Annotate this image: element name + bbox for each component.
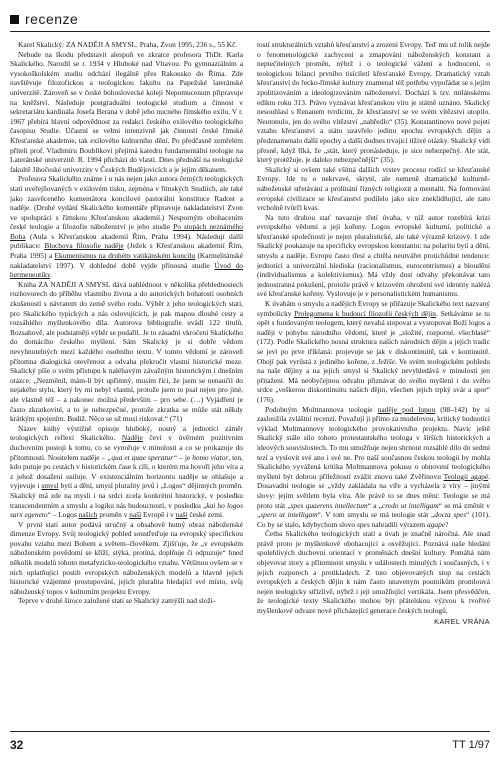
underlined-title: naděje pod lupou xyxy=(377,404,436,414)
text-run: Teprve v druhé šíroce založené stati se Skalický zamýšlí nad složi- xyxy=(18,596,216,606)
underlined-title: našich xyxy=(78,510,98,520)
italic-phrase: kai ho logos sarx egeneto xyxy=(10,500,243,520)
paragraph xyxy=(10,520,243,597)
text-run: (Ježek s Křesťanskou akademií Řím, Praha 1995) a xyxy=(10,241,243,261)
italic-phrase: spes quaerens intellectum xyxy=(290,500,368,510)
header-divider xyxy=(10,31,490,32)
author-signature: KAREL VRÁNA xyxy=(434,616,490,626)
page-header xyxy=(10,8,78,30)
underlined-title: Naděje xyxy=(121,433,143,443)
text-run: proměn v xyxy=(97,510,130,520)
text-run: V první stati autor podává stručný a obsahově hutný obraz náboženské dimenze Evropy. Svůj teologický pohled soustřeďuje na evropský specifickou povahu vztahu mezi Bohem a světem–člověkem. Zjišťuje, že „v evropském náboženském povědomí se kříží, stýká, protíná, doplňuje či odpuzuje“ hned několik modelů tohoto metafyzicko-teologického vztahu. Většinou ovšem se v nich uplatňující postih evropských náboženských modelů a hlavně jejich historické vzájemné prostupování, jejich pluralita hledající své místo, svůj náboženský topos v kulturním projektu Evropy. xyxy=(10,519,243,596)
text-run: . Setkáváme se tu opět s fundovaným teologem, který nevahá stopovat a vystopovat Boží logos a naději v pohybu národního vědomí, které je „složité, rozporné, všechlasé“ (172). Podle Skalického nosná struktura našich národních dějin a jejich tradic se jeví po prve tříklaná: projevuje se jak v diskontinuitě, tak v kontinuitě. Obojí pak vyrůstá z jediného kořene, z xyxy=(257,308,490,366)
paragraph xyxy=(10,596,243,606)
text-run: . Dosavadní teologie se „vždy zakládala na víře a vycházela z víry – jinými slovy: jejím světlem byla víra. Ale právě to se dnes mění: Teologie se má proto stát „ xyxy=(257,471,490,510)
paragraph xyxy=(257,165,490,213)
text-run: bytí a dění, smysl plurality jevů i „Logos“ dějinných proměn. Skalický má zde na mysli i na srdci zcela konkrétní historický, v posledku transcendentním a smyslu a logiku nás budoucnosti, v posledku „ xyxy=(10,481,243,510)
text-run: nahradili výrazem xyxy=(369,519,427,529)
text-run: Četba Skalického teologických statí a úvah je značně náročná. Ale snad právě proto je myšlenkově obohacující a osvěžující. Poznává naše hledání spolehlivých duchovní orientací v proměnách dnešní kultury. Pomáhá nám objevovat story a přítomnost smyslu v událostech minulých i současných, i v jejich rozporech a protikladech. Z tuto objevovaných stop na cestách evropských a českých dějin k nám často unavenym poutníkům promlouvá nejen teologicky střízlivě, nýbrž i jeji umožňující vertikála. Jsem přesvědčen, že teologické texty Skalického mohou být přátelskou výzvou k tvořivé myšlenkové odvaze nové přicházející generace českých teologů. xyxy=(257,529,490,616)
paragraph xyxy=(10,50,243,175)
article-body xyxy=(10,40,490,726)
text-run: “ (101). Co by se stalo, kdybychom slovo xyxy=(257,510,490,529)
paragraph xyxy=(10,174,243,280)
page-number: 32 xyxy=(10,738,24,752)
underlined-title: naší xyxy=(175,510,188,520)
text-run: “. V tom smyslu se má teologie stát „ xyxy=(317,510,435,520)
text-run: české zemi. xyxy=(187,510,224,520)
text-run: tostí strukturálních vztahů křesťanství a zrození Evropy. Teď mu už tolik nejde o fenomenologické zachycení a zmapování náboženských konstant a neptečitelných proměn, nýbrž i o teologické vážení a hodnocení, o teologickou bilanci prvního tisíciletí křesťanské Evropy. Dramatický vztah křesťanství do řecko-římské kultury znamenal též potřebu vypořádat se s jejím zpolitizováním a ideologizováním náboženství. Dochází k tzv. milánskému ediktu roku 313. Právo vyznávat křesťanskou víru je státně uznáno. Skalický nesouhlasí s Renanem tvrdícím, že křesťanství se ve svém vítězství utopilo. Neutonulo, jen do svého vítězství „nabředlo“ (35). Konstantinovo nové pojetí vztahu křesťanství a státu uzavřelo jedinu epochu evropských dějin a předznamenalo další epochy a další dodnes trvající tíživé otázky. Skalický vidí přesně, když říká, že „stát, který pronásleduje, je sice nebezpečný. Ale stát, který protěžuje, je daleko nebezpečnější“ (35). xyxy=(257,40,490,165)
underlined-title: Úvod do hermeneutiky xyxy=(10,260,243,280)
italic-phrase: spes xyxy=(356,519,370,529)
text-run: . xyxy=(50,270,53,280)
text-run: čeví v úvěrném pozitivním duchovním postoji k tomu, co se vynořuje v minulosti a co se prokazuje do přítomnosti. Nositelem naděje – xyxy=(10,433,243,462)
paragraph xyxy=(10,424,243,520)
text-run: Na tuto druhou stať navazuje třetí úvaha, v níž autor rozebírá krizi evropského vědomí a její kořeny. Logos evropské kulturní, politické a křesťanské společnosti je nejen pluralistické, ale také výrazně krizový. I zde Skalický poukazuje na specificky evropskou konstantu: na polaritu bytí a dění, smyslu a naděje. Evropu často třesí a chtěla neutvářet protichůdné tendence: jednotící a univerzální hlediska (racionalismus, eurocentrismus) a bloudění (individualismus a kolektivismus). Má vždy dost odvahy překonávat tato jednostranná pokušení, protože právě v krizovém ohrožení své identity nalézá své křesťanské kořeny. Vyslovuje je v personalistickém humanismu. xyxy=(257,212,490,299)
italic-phrase: „qua et quae speratur“ xyxy=(107,452,178,462)
paragraph xyxy=(257,40,490,165)
italic-phrase: Ježíše xyxy=(377,356,395,366)
section-title: recenze xyxy=(25,11,79,27)
italic-phrase: credo ut intelligam xyxy=(381,500,439,510)
text-run: Skalický si ovšem také všímá dalších vrstev procesu rodící se křesťanské Evropy. Jde tu o nekrvavé, skryté, ale nemeně dramatické kulturně-náboženské střetávání a prolínání řízných religiozit a mentalit. Na formování evropské civilizace se křesťanství podílelo jako síce zneklidňující, ale zato vrcholně tvůrčí kvas. xyxy=(257,164,490,213)
text-run: K úvahám o smyslu a nadějích Evropy se přiřazuje Skalického text nazvaný symbolicky xyxy=(257,299,490,318)
underlined-title: Teologii agapé xyxy=(443,471,489,481)
text-run: (98–142) by si zasloužila zvláštní recenzi. Považují ji přímo za modelovou, kritický hodnotící výklad Moltmannovy teologického provokativního projektu. Navíc ještě Skalický stále silo tohoto protestantského teologa v širších historických a ideových souvislostech. To mu umožňuje nejen shrnout rozsáhlé dílo do sedmi tezí a vyslovit své ano i své ne. Pro naší současnou českou teologii by mohla Skalického vyvážená kritika Moltmannova pokusu o obnovení teologického myšlení být dobrou příležitostí zvážit znovu také Zvěřinovu xyxy=(257,404,490,481)
text-run: Kniha ZA NADĚJI A SMYSL dává nahlédnout v několika přehlednostech rozhovorech do příběhu vlastního života a do autorických bohatosti osobních zkušeností s návratem do země svého rodu. Výběr z jeho teologických statí, pro Skalického typických a nás oslovujících, je pak mapou dlouhé cesty a rozsáhlého myšlenkového díla. Autorova bibliografie uvádí 122 titulů. Rozsahově, ale podstatněji výběr se podařil. Je to zásadní vkročení Skalického do domácího českého myšlení. Sám Skalický je si dobře vědom nevyhnutelných mezí každého osobního textu. V tomto vědomí je zároveň přítomna dialogická otevřenost a odvaha překročit vlastní historické meze. Skalický píše o svém přístupu k naléhavým závažným historickým i dnešním otázce: „Nezměnil, mám-li být upřímný, musím říci, že jsem se nenaučil do nejakého stylu, který by mi nebyl vlastní, protože jsem to psal nejen pro jiné, ale vlastně též – a nakonec možná především – pro sebe. (…) Vyjádření je často zkratkovité, a to je nebezpečné, protože zkratka se může stát někdy krátkým spojením. Budiž. Něco se už musí riskovat.“ (71) xyxy=(10,279,243,424)
paragraph xyxy=(257,529,490,615)
text-run: “ – Logos xyxy=(47,510,79,520)
text-run: Evropě i v xyxy=(141,510,176,520)
text-run: Název knihy výstižně opisuje hluboký, nosný a jednotící záměr teologických reflexí Skalického. xyxy=(10,423,243,443)
text-run: Karel Skalický: ZA NADĚJI A SMYSL. Praha, Zvon 1995, 236 s., 55 Kč. xyxy=(18,40,238,49)
paragraph xyxy=(257,213,490,299)
paragraph xyxy=(10,280,243,424)
paragraph xyxy=(257,405,490,530)
underlined-title: smysl xyxy=(41,481,59,491)
text-run: . Ve svém teologickém pohledu na naše dějiny a na jejich smysl si Skalický nevyhledává v minulosti jen přitažení. Má neobyčejnou odvahu přiznávat do svého myšlení i do svého srdce „veškerou diskontinuitu našich dějin, všechen jejich trpký svár a spor“ (176). xyxy=(257,356,490,404)
paragraph xyxy=(257,299,490,405)
text-run: Profesora Skalického známe i u nás nejen jako autora četných teologických statí uveřejňovaných v exilovém tisku, zejména v římských Studiích, ale také jako zasvěceného komentátora koncilové pastorální konstituce Radost a naděje. (Druhé vydání Skalického komentáře připravuje nakladatelství Zvon ve spolupráci s římskou Křesťanskou akademií.) Nesporným obohacením české teologie a filozofie náboženství je jeho studie xyxy=(10,174,243,232)
text-run: “ a „ xyxy=(367,500,382,510)
footer-divider xyxy=(10,731,490,732)
text-run: “ se má změnit v „ xyxy=(257,500,490,520)
article-column-right xyxy=(257,40,490,726)
text-run: (Karmelitánské nakladatelství 1997). V dohledné době vyjde přínosná studie xyxy=(10,251,243,270)
italic-phrase: docta spes xyxy=(434,510,467,520)
text-run: Nebude na škodu představit alespoň ve zkratce profesora ThDr. Karla Skalického. Narodil se r. 1934 v Hluboké nad Vltavou. Po gymnaziálním a vysokoškolském studiu odchází ilegálně přes Rakousko do Říma. Zde navštěvuje filozofickou a teologickou fakultu na Papežské lateránské univerzitě. Zároveň se v české bohoslovecké koleji Nepomucenum připravuje na kněžství. Následuje postgraduální teologické studium a činnost v sekretariátu kardinála Josefa Berana v době jeho nucného římského exilu. V r. 1967 přebírá hlavní odpovědnost za redakci českého exilového teologického časopisu Studie. Účastní se velmi intenzivně jak činnosti české římské Křesťanské akademie, tak exilového kulturního dění. Po předčasně zemřelém příteli prof. Vladimíru Boublíkovi přejímá katedru fundamentální teologie na Lateránské univerzitě. R. 1994 přichází do vlasti. Dnes přednáší na teologické fakultě Jihočeské univerzity v Českých Budějovicích a je jejím děkanem. xyxy=(10,49,243,174)
issue-label: TT 1/97 xyxy=(452,739,490,751)
text-run: (Aula s Křesťanskou akademií Řím, Praha 1994). Následují další publikace: xyxy=(10,231,243,251)
underlined-title: Ekumenismus na druhém vatikánském koncilu xyxy=(54,251,196,261)
text-run: ? xyxy=(445,519,449,529)
text-run: Podobným Moltmannova teologie xyxy=(265,404,378,414)
underlined-title: naší xyxy=(129,510,142,520)
underlined-title: Blochova filosofie naděje xyxy=(44,241,124,251)
italic-phrase: agape xyxy=(426,519,446,529)
underlined-title: Prolegomena k budoucí filozofii českých dějin xyxy=(294,308,436,318)
section-marker-icon xyxy=(10,15,19,24)
italic-phrase: homo viator xyxy=(192,452,229,462)
underlined-title: Po stopách neznámého Boha xyxy=(10,222,243,241)
article-column-left xyxy=(10,40,243,726)
paragraph xyxy=(10,40,243,50)
text-run: – je xyxy=(177,452,193,462)
text-run: , ten, kdo putuje po cestách v historickém čase k cíli, o kterém ma hovoří jeho víra a z jehož dosažení usiluje. V existenciálním horizontu naděje se ohlašuje a vyjevuje i xyxy=(10,452,243,491)
page-footer xyxy=(10,736,490,754)
italic-phrase: spero ut intelligam xyxy=(260,510,318,520)
